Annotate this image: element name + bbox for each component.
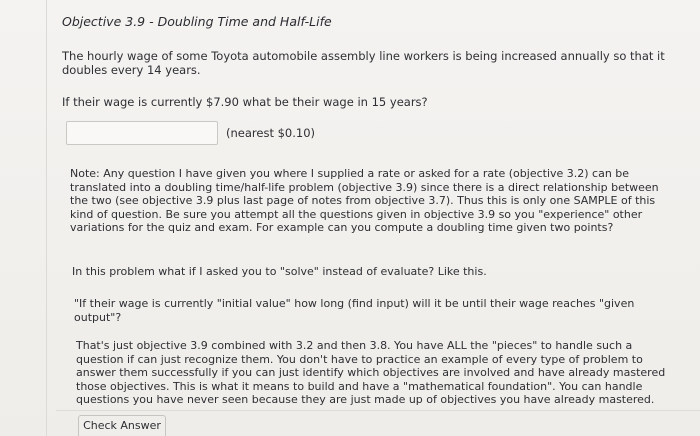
question-prompt: If their wage is currently $7.90 what be their wage in 15 years? [62, 95, 428, 109]
answer-input[interactable] [66, 121, 218, 145]
note-foundation-paragraph: That's just objective 3.9 combined with 3.2 and then 3.8. You have ALL the "pieces" to handle such a question if can just recognize them. You don't have to practice an example of every type of problem to answer them successfully if you can just identify which objectives are involved and have already mastered those objectives. This is what it means to build and have a "mathematical foundation". You can handle questions you have never seen because they are just made up of objectives you have already mastered. [76, 339, 666, 407]
answer-precision-hint: (nearest $0.10) [226, 126, 316, 140]
objective-title: Objective 3.9 - Doubling Time and Half-Life [62, 14, 332, 29]
divider [56, 410, 700, 411]
question-text: The hourly wage of some Toyota automobile assembly line workers is being increased annually so that it doubles every 14 years. [62, 49, 665, 77]
note-paragraph: Note: Any question I have given you where I supplied a rate or asked for a rate (objective 3.2) can be translated into a doubling time/half-life problem (objective 3.9) since there is a direct relationship between the two (see objective 3.9 plus last page of notes from objective 3.7). Thus this is only one SAMPLE of this kind of question. Be sure you attempt all the questions given in objective 3.9 so you "experience" other variations for the quiz and exam. For example can you compute a doubling time given two points? [70, 167, 659, 235]
check-answer-button[interactable]: Check Answer [78, 415, 166, 436]
note-solve-paragraph: In this problem what if I asked you to "solve" instead of evaluate? Like this. [72, 265, 487, 278]
note-example-paragraph: "If their wage is currently "initial value" how long (find input) will it be until their wage reaches "given output"? [74, 297, 635, 324]
